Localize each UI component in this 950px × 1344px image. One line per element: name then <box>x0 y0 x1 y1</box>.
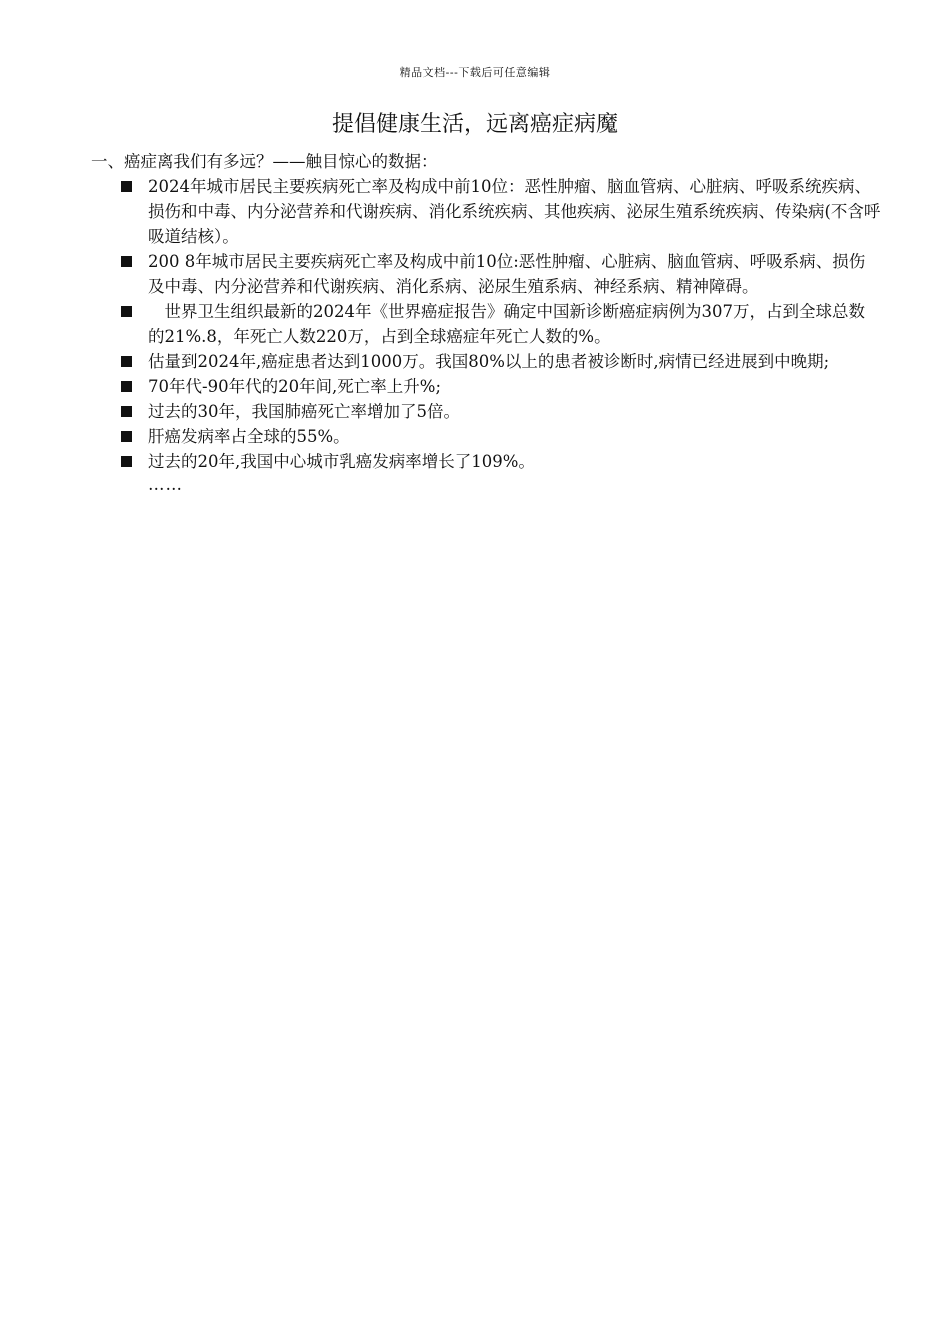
bullet-text: 70年代-90年代的20年间,死亡率上升%; <box>148 377 442 396</box>
bullet-text: 200 8年城市居民主要疾病死亡率及构成中前10位:恶性肿瘤、心脏病、脑血管病、呼吸系病、损伤及中毒、内分泌营养和代谢疾病、消化系病、泌尿生殖系病、神经系病、精神障碍。 <box>148 252 866 296</box>
bullet-item <box>91 174 881 249</box>
bullet-text: 过去的30年，我国肺癌死亡率增加了5倍。 <box>148 402 460 421</box>
bullet-text: 肝癌发病率占全球的55%。 <box>148 427 350 446</box>
bullet-item <box>91 424 881 449</box>
section-heading: 一、癌症离我们有多远？——触目惊心的数据： <box>91 152 438 171</box>
data-bullet-list <box>91 174 881 496</box>
square-bullet-icon <box>121 306 132 317</box>
page-header-text: 精品文档---下载后可任意编辑 <box>399 66 551 79</box>
square-bullet-icon <box>121 431 132 442</box>
bullet-item <box>91 349 881 374</box>
square-bullet-icon <box>121 356 132 367</box>
bullet-item <box>91 299 881 349</box>
bullet-text: 世界卫生组织最新的2024年《世界癌症报告》确定中国新诊断癌症病例为307万，占到全球总数的21%.8，年死亡人数220万，占到全球癌症年死亡人数的%。 <box>148 302 865 346</box>
bullet-item <box>91 449 881 474</box>
square-bullet-icon <box>121 256 132 267</box>
bullet-item <box>91 374 881 399</box>
square-bullet-icon <box>121 381 132 392</box>
square-bullet-icon <box>121 181 132 192</box>
square-bullet-icon <box>121 406 132 417</box>
bullet-text: 估量到2024年,癌症患者达到1000万。我国80%以上的患者被诊断时,病情已经进展到中晚期; <box>148 352 830 371</box>
square-bullet-icon <box>121 456 132 467</box>
list-ellipsis: …… <box>148 475 183 494</box>
bullet-text: 2024年城市居民主要疾病死亡率及构成中前10位：恶性肿瘤、脑血管病、心脏病、呼吸系统疾病、损伤和中毒、内分泌营养和代谢疾病、消化系统疾病、其他疾病、泌尿生殖系统疾病、传染病(不含呼吸道结核）。 <box>148 177 881 246</box>
document-title: 提倡健康生活，远离癌症病魔 <box>331 112 618 137</box>
bullet-item <box>91 249 881 299</box>
bullet-item <box>91 399 881 424</box>
bullet-text: 过去的20年,我国中心城市乳癌发病率增长了109%。 <box>148 452 535 471</box>
